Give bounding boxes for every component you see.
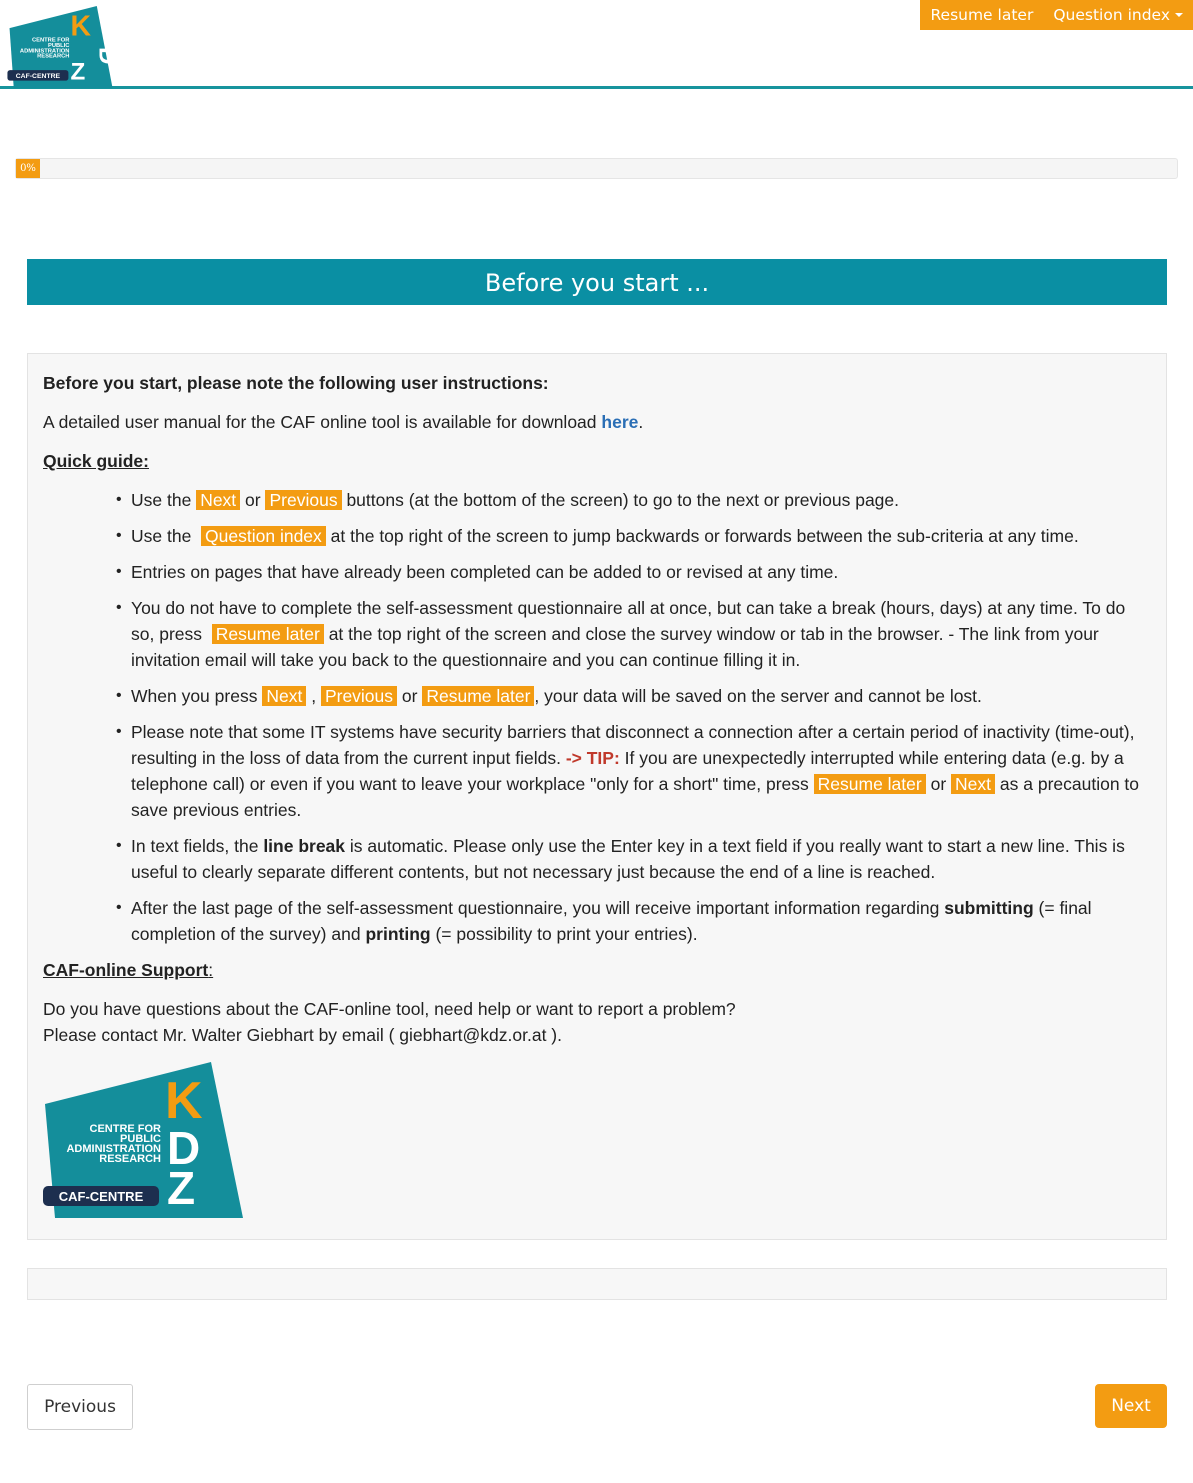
text: Entries on pages that have already been completed can be added to or revised at any time. xyxy=(131,562,839,582)
text: Use the xyxy=(131,526,192,546)
question-index-tag: Question index xyxy=(201,526,326,546)
manual-period: . xyxy=(638,412,644,432)
text: Use the xyxy=(131,490,192,510)
next-tag: Next xyxy=(196,490,240,510)
intro-heading: Before you start, please note the following user instructions: xyxy=(43,373,549,393)
tip-label: -> TIP: xyxy=(565,748,620,768)
text: You do not have to complete the self-assessment questionnaire all at once, but can take a break (hours, days) at any time. To do so, press xyxy=(131,598,1126,644)
text: or xyxy=(245,490,261,510)
list-item xyxy=(116,595,1151,673)
logo-tagline-3: ADMINISTRATION xyxy=(66,1143,161,1155)
progress-fill: 0% xyxy=(16,159,40,178)
resume-later-tag: Resume later xyxy=(212,624,324,644)
text: at the top right of the screen to jump backwards or forwards between the sub-criteria at any time. xyxy=(330,526,1079,546)
kdz-logo-large xyxy=(43,1062,243,1218)
list-item xyxy=(116,487,1151,513)
logo-badge: CAF-CENTRE xyxy=(15,73,61,81)
text: or xyxy=(930,774,947,794)
text: In text fields, the xyxy=(131,836,259,856)
text: is automatic. Please only use the Enter key in a text field if you really want to start a new line. This is useful to clearly separate different contents, but not necessary just because the end of a line is reached. xyxy=(131,836,1125,882)
text: If you are unexpectedly interrupted while entering data (e.g. by a telephone call) or even if you want to leave your workplace "only for a short" time, press xyxy=(131,748,1124,794)
text: at the top right of the screen and close the survey window or tab in the browser. - The link from your invitation email will take you back to the questionnaire and you can continue filling it in. xyxy=(131,624,1099,670)
text: line break xyxy=(263,836,346,856)
next-button[interactable]: Next xyxy=(1095,1384,1167,1428)
footer-box xyxy=(27,1268,1167,1300)
logo-tagline-4: RESEARCH xyxy=(99,1153,161,1165)
list-item xyxy=(116,559,1151,585)
support-heading xyxy=(43,957,1151,983)
manual-download-link[interactable]: here xyxy=(601,412,639,432)
logo-letter-d: D xyxy=(93,47,121,65)
text: or xyxy=(401,686,418,706)
text: , your data will be saved on the server and cannot be lost. xyxy=(534,686,982,706)
resume-later-tag: Resume later xyxy=(422,686,534,706)
list-item xyxy=(116,683,1151,709)
logo-tagline-2: PUBLIC xyxy=(120,1133,161,1145)
logo-tagline-4: RESEARCH xyxy=(37,53,70,60)
text: as a precaution to save previous entries. xyxy=(131,774,1140,820)
manual-paragraph xyxy=(43,409,1151,435)
previous-tag: Previous xyxy=(265,490,341,510)
support-line-1: Do you have questions about the CAF-online tool, need help or want to report a problem? xyxy=(43,999,736,1019)
text: Please note that some IT systems have security barriers that disconnect a connection after a certain period of inactivity (time-out), resulting in the loss of data from the current input fields. xyxy=(131,722,1135,768)
logo-tagline-1: CENTRE FOR xyxy=(31,37,70,44)
logo-tagline-2: PUBLIC xyxy=(47,43,70,49)
text: buttons (at the bottom of the screen) to go to the next or previous page. xyxy=(346,490,900,510)
resume-later-link[interactable]: Resume later xyxy=(930,6,1034,24)
next-tag: Next xyxy=(951,774,995,794)
list-item xyxy=(116,523,1151,549)
page-title: Before you start ... xyxy=(27,259,1167,305)
text: (= possibility to print your entries). xyxy=(435,924,698,944)
previous-button[interactable]: Previous xyxy=(27,1384,133,1430)
logo-tagline-1: CENTRE FOR xyxy=(89,1123,161,1135)
next-tag: Next xyxy=(262,686,306,706)
text: submitting xyxy=(944,898,1034,918)
top-nav xyxy=(920,0,1193,30)
logo-letter-z: Z xyxy=(70,58,86,86)
logo-tagline-3: ADMINISTRATION xyxy=(19,48,70,55)
logo-letter-k: K xyxy=(70,10,92,43)
content-panel xyxy=(27,353,1167,1240)
quick-guide-heading: Quick guide: xyxy=(43,451,149,471)
text: After the last page of the self-assessment questionnaire, you will receive important information regarding xyxy=(131,898,940,918)
manual-text: A detailed user manual for the CAF online tool is available for download xyxy=(43,412,597,432)
previous-tag: Previous xyxy=(321,686,397,706)
list-item xyxy=(116,895,1151,947)
text: When you press xyxy=(131,686,258,706)
text: printing xyxy=(365,924,431,944)
progress-bar xyxy=(15,158,1178,179)
support-heading-text: CAF-online Support xyxy=(43,960,209,980)
header xyxy=(0,0,1193,89)
logo-badge: CAF-CENTRE xyxy=(58,1189,144,1204)
caret-down-icon xyxy=(1175,13,1183,17)
logo-letter-d: D xyxy=(167,1122,201,1174)
question-index-dropdown[interactable] xyxy=(1043,0,1193,30)
logo-letter-z: Z xyxy=(167,1162,196,1214)
support-colon: : xyxy=(208,960,214,980)
question-index-label: Question index xyxy=(1053,6,1170,24)
kdz-logo-small[interactable] xyxy=(6,6,121,88)
list-item xyxy=(116,719,1151,823)
text: (= final completion of the survey) and xyxy=(131,898,1092,944)
list-item xyxy=(116,833,1151,885)
resume-later-tag: Resume later xyxy=(814,774,926,794)
quick-guide-list xyxy=(116,487,1151,947)
text: , xyxy=(311,686,317,706)
logo-letter-k: K xyxy=(165,1072,203,1130)
support-line-2: Please contact Mr. Walter Giebhart by email ( giebhart@kdz.or.at ). xyxy=(43,1025,562,1045)
